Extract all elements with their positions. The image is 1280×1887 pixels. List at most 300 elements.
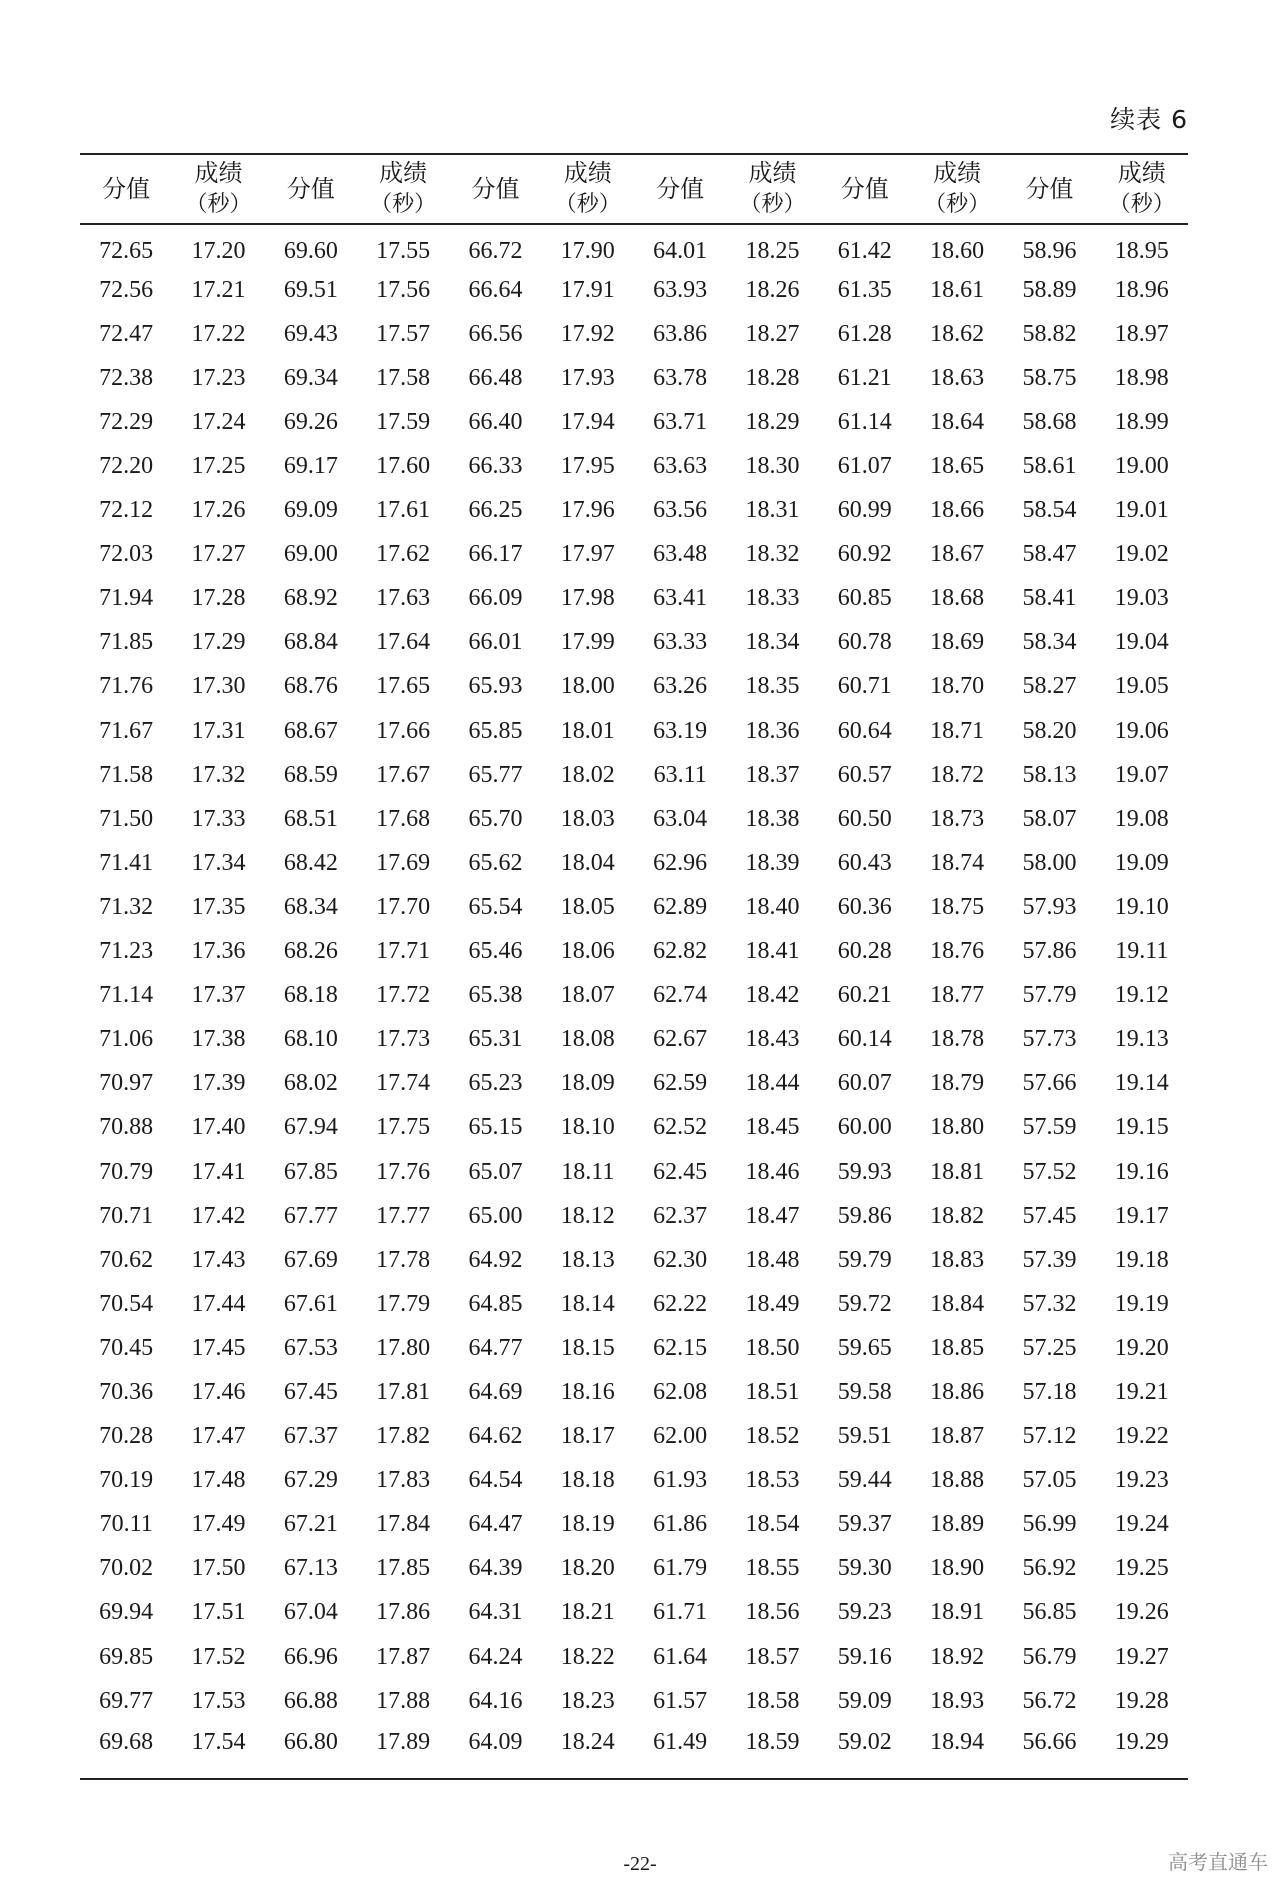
score-cell: 71.58 [99,761,154,788]
result-cell: 19.26 [1114,1599,1169,1626]
result-cell: 19.05 [1114,673,1169,700]
watermark: 高考直通车 [1168,1850,1268,1874]
score-cell: 57.32 [1022,1290,1077,1317]
result-cell: 18.89 [930,1511,985,1538]
table-row [80,356,1188,400]
page-number: -22- [623,1853,657,1875]
result-cell: 18.68 [930,585,985,612]
result-cell: 18.21 [560,1599,615,1626]
score-cell: 72.12 [99,497,154,524]
table-row [80,224,1188,268]
score-cell: 65.07 [468,1158,523,1185]
score-cell: 59.86 [837,1202,892,1229]
result-cell: 19.10 [1114,893,1169,920]
score-cell: 57.45 [1022,1202,1077,1229]
score-cell: 57.18 [1022,1378,1077,1405]
result-cell: 18.15 [560,1334,615,1361]
result-cell: 18.39 [745,849,800,876]
score-cell: 63.78 [653,364,708,391]
score-cell: 68.26 [283,938,338,965]
result-cell: 18.01 [560,717,615,744]
result-cell: 18.56 [745,1599,800,1626]
result-cell: 17.76 [376,1158,431,1185]
score-cell: 61.28 [837,320,892,347]
score-table [80,153,1188,1767]
result-cell: 17.91 [560,276,615,303]
result-cell: 17.27 [191,541,246,568]
score-cell: 63.56 [653,497,708,524]
result-cell: 18.25 [745,238,800,265]
score-cell: 60.71 [837,673,892,700]
score-cell: 66.09 [468,585,523,612]
score-cell: 65.77 [468,761,523,788]
score-cell: 68.67 [283,717,338,744]
score-cell: 62.15 [653,1334,708,1361]
result-cell: 18.08 [560,1026,615,1053]
score-cell: 70.71 [99,1202,154,1229]
result-cell: 18.75 [930,893,985,920]
score-cell: 61.93 [653,1467,708,1494]
result-cell: 18.41 [745,938,800,965]
score-cell: 61.35 [837,276,892,303]
score-cell: 64.85 [468,1290,523,1317]
score-cell: 59.72 [837,1290,892,1317]
score-cell: 62.96 [653,849,708,876]
result-header: 成绩 （秒） [1096,154,1188,224]
result-cell: 17.87 [376,1643,431,1670]
table-row [80,753,1188,797]
result-cell: 17.23 [191,364,246,391]
score-cell: 72.20 [99,453,154,480]
score-cell: 67.45 [283,1378,338,1405]
result-cell: 19.07 [1114,761,1169,788]
score-cell: 61.42 [837,238,892,265]
result-cell: 17.68 [376,805,431,832]
table-row [80,797,1188,841]
score-cell: 65.70 [468,805,523,832]
score-cell: 66.40 [468,408,523,435]
result-cell: 18.69 [930,629,985,656]
score-cell: 63.26 [653,673,708,700]
score-cell: 72.47 [99,320,154,347]
result-unit: （秒） [185,192,252,217]
result-cell: 17.46 [191,1378,246,1405]
result-cell: 17.75 [376,1114,431,1141]
score-cell: 65.46 [468,938,523,965]
result-cell: 19.25 [1114,1555,1169,1582]
result-cell: 18.61 [930,276,985,303]
score-cell: 68.84 [283,629,338,656]
score-header: 分值 [471,175,520,203]
score-cell: 69.77 [99,1687,154,1714]
result-cell: 17.32 [191,761,246,788]
result-cell: 18.12 [560,1202,615,1229]
result-cell: 18.44 [745,1070,800,1097]
score-cell: 61.21 [837,364,892,391]
table-row [80,1415,1188,1459]
result-cell: 18.98 [1114,364,1169,391]
score-cell: 68.18 [283,982,338,1009]
score-cell: 59.02 [837,1728,892,1755]
score-cell: 65.00 [468,1202,523,1229]
result-cell: 18.71 [930,717,985,744]
score-header: 分值 [1025,175,1074,203]
score-cell: 71.85 [99,629,154,656]
result-cell: 18.22 [560,1643,615,1670]
result-cell: 18.88 [930,1467,985,1494]
result-cell: 18.05 [560,893,615,920]
score-cell: 56.92 [1022,1555,1077,1582]
result-cell: 17.24 [191,408,246,435]
score-cell: 64.47 [468,1511,523,1538]
result-cell: 17.92 [560,320,615,347]
result-cell: 18.47 [745,1202,800,1229]
result-cell: 17.72 [376,982,431,1009]
result-cell: 17.22 [191,320,246,347]
result-cell: 17.33 [191,805,246,832]
result-cell: 18.80 [930,1114,985,1141]
result-cell: 18.27 [745,320,800,347]
score-cell: 61.86 [653,1511,708,1538]
result-cell: 17.52 [191,1643,246,1670]
result-cell: 17.35 [191,893,246,920]
result-cell: 18.86 [930,1378,985,1405]
result-cell: 17.83 [376,1467,431,1494]
result-cell: 17.44 [191,1290,246,1317]
score-cell: 57.05 [1022,1467,1077,1494]
score-cell: 60.99 [837,497,892,524]
result-cell: 18.18 [560,1467,615,1494]
result-cell: 17.78 [376,1246,431,1273]
result-cell: 18.33 [745,585,800,612]
score-cell: 64.01 [653,238,708,265]
score-cell: 65.62 [468,849,523,876]
result-cell: 17.36 [191,938,246,965]
score-cell: 57.79 [1022,982,1077,1009]
result-cell: 19.17 [1114,1202,1169,1229]
result-unit: （秒） [554,192,621,217]
score-cell: 60.57 [837,761,892,788]
score-cell: 61.57 [653,1687,708,1714]
score-cell: 63.71 [653,408,708,435]
result-cell: 17.20 [191,238,246,265]
result-cell: 18.36 [745,717,800,744]
result-cell: 18.42 [745,982,800,1009]
score-cell: 70.28 [99,1423,154,1450]
result-cell: 17.98 [560,585,615,612]
table-row [80,533,1188,577]
score-cell: 69.26 [283,408,338,435]
result-unit: （秒） [739,192,806,217]
result-cell: 18.35 [745,673,800,700]
score-cell: 71.94 [99,585,154,612]
score-cell: 71.32 [99,893,154,920]
result-cell: 18.07 [560,982,615,1009]
result-cell: 19.06 [1114,717,1169,744]
result-cell: 18.95 [1114,238,1169,265]
result-cell: 17.88 [376,1687,431,1714]
score-cell: 65.31 [468,1026,523,1053]
score-cell: 72.03 [99,541,154,568]
result-cell: 18.82 [930,1202,985,1229]
result-cell: 17.50 [191,1555,246,1582]
score-cell: 59.58 [837,1378,892,1405]
score-cell: 60.00 [837,1114,892,1141]
result-cell: 17.41 [191,1158,246,1185]
result-cell: 18.32 [745,541,800,568]
result-cell: 18.76 [930,938,985,965]
result-cell: 17.61 [376,497,431,524]
score-cell: 67.29 [283,1467,338,1494]
result-cell: 18.23 [560,1687,615,1714]
score-cell: 66.33 [468,453,523,480]
result-header: 成绩 （秒） [542,154,634,224]
result-cell: 19.15 [1114,1114,1169,1141]
result-cell: 17.38 [191,1026,246,1053]
result-cell: 19.08 [1114,805,1169,832]
table-row [80,841,1188,885]
result-cell: 17.60 [376,453,431,480]
table-row [80,885,1188,929]
score-cell: 72.29 [99,408,154,435]
result-cell: 17.57 [376,320,431,347]
score-cell: 72.56 [99,276,154,303]
score-cell: 68.10 [283,1026,338,1053]
score-cell: 65.93 [468,673,523,700]
score-cell: 67.04 [283,1599,338,1626]
result-cell: 18.51 [745,1378,800,1405]
score-cell: 61.64 [653,1643,708,1670]
score-cell: 57.66 [1022,1070,1077,1097]
score-cell: 64.09 [468,1728,523,1755]
result-cell: 17.62 [376,541,431,568]
result-cell: 18.06 [560,938,615,965]
score-cell: 65.85 [468,717,523,744]
score-cell: 62.59 [653,1070,708,1097]
result-cell: 19.13 [1114,1026,1169,1053]
result-header: 成绩 （秒） [726,154,818,224]
result-cell: 17.90 [560,238,615,265]
table-row [80,1062,1188,1106]
result-cell: 18.30 [745,453,800,480]
score-cell: 70.97 [99,1070,154,1097]
result-cell: 18.28 [745,364,800,391]
score-cell: 66.80 [283,1728,338,1755]
result-cell: 18.63 [930,364,985,391]
score-cell: 61.71 [653,1599,708,1626]
result-cell: 18.00 [560,673,615,700]
result-cell: 17.70 [376,893,431,920]
result-cell: 18.31 [745,497,800,524]
score-cell: 67.85 [283,1158,338,1185]
score-cell: 66.48 [468,364,523,391]
result-cell: 19.14 [1114,1070,1169,1097]
score-cell: 56.79 [1022,1643,1077,1670]
result-cell: 17.94 [560,408,615,435]
table-row [80,400,1188,444]
score-cell: 58.61 [1022,453,1077,480]
score-cell: 61.07 [837,453,892,480]
table-row [80,1503,1188,1547]
score-cell: 70.79 [99,1158,154,1185]
result-cell: 19.11 [1115,938,1169,965]
score-cell: 58.07 [1022,805,1077,832]
score-cell: 60.92 [837,541,892,568]
table-row [80,577,1188,621]
result-cell: 18.90 [930,1555,985,1582]
score-cell: 69.43 [283,320,338,347]
result-cell: 18.40 [745,893,800,920]
table-body [80,224,1188,1767]
score-cell: 59.93 [837,1158,892,1185]
result-cell: 18.48 [745,1246,800,1273]
result-cell: 17.25 [191,453,246,480]
result-cell: 18.55 [745,1555,800,1582]
result-cell: 18.24 [560,1728,615,1755]
result-cell: 19.24 [1114,1511,1169,1538]
result-cell: 17.79 [376,1290,431,1317]
score-cell: 63.41 [653,585,708,612]
score-cell: 63.19 [653,717,708,744]
result-cell: 18.87 [930,1423,985,1450]
table-caption: 续表 6 [1110,105,1188,134]
result-cell: 18.84 [930,1290,985,1317]
score-cell: 67.69 [283,1246,338,1273]
score-cell: 62.52 [653,1114,708,1141]
score-cell: 58.47 [1022,541,1077,568]
score-cell: 60.21 [837,982,892,1009]
result-cell: 18.17 [560,1423,615,1450]
result-cell: 18.58 [745,1687,800,1714]
score-header: 分值 [656,175,705,203]
result-cell: 17.67 [376,761,431,788]
result-cell: 18.43 [745,1026,800,1053]
score-cell: 58.82 [1022,320,1077,347]
score-cell: 57.73 [1022,1026,1077,1053]
result-cell: 18.67 [930,541,985,568]
result-cell: 17.26 [191,497,246,524]
score-cell: 63.86 [653,320,708,347]
result-cell: 17.64 [376,629,431,656]
table-row [80,1194,1188,1238]
score-cell: 58.75 [1022,364,1077,391]
score-cell: 57.86 [1022,938,1077,965]
score-cell: 70.45 [99,1334,154,1361]
table-row [80,1459,1188,1503]
result-cell: 17.30 [191,673,246,700]
result-cell: 17.96 [560,497,615,524]
result-cell: 18.70 [930,673,985,700]
result-cell: 17.80 [376,1334,431,1361]
result-unit: （秒） [924,192,991,217]
score-cell: 62.74 [653,982,708,1009]
result-cell: 18.03 [560,805,615,832]
result-cell: 17.43 [191,1246,246,1273]
score-cell: 61.79 [653,1555,708,1582]
score-cell: 70.62 [99,1246,154,1273]
score-cell: 60.14 [837,1026,892,1053]
score-cell: 60.85 [837,585,892,612]
table-row [80,1723,1188,1767]
result-cell: 18.60 [930,238,985,265]
result-cell: 18.54 [745,1511,800,1538]
result-cell: 17.34 [191,849,246,876]
result-unit: （秒） [1108,192,1175,217]
result-cell: 18.72 [930,761,985,788]
score-cell: 56.72 [1022,1687,1077,1714]
score-cell: 64.24 [468,1643,523,1670]
result-cell: 19.23 [1114,1467,1169,1494]
result-cell: 17.81 [376,1378,431,1405]
score-cell: 66.88 [283,1687,338,1714]
table-row [80,709,1188,753]
result-cell: 18.04 [560,849,615,876]
score-cell: 70.02 [99,1555,154,1582]
score-cell: 71.76 [99,673,154,700]
table-row [80,1238,1188,1282]
score-cell: 71.67 [99,717,154,744]
score-cell: 64.31 [468,1599,523,1626]
score-cell: 67.61 [283,1290,338,1317]
score-cell: 62.89 [653,893,708,920]
score-cell: 67.94 [283,1114,338,1141]
score-cell: 69.51 [283,276,338,303]
score-cell: 58.13 [1022,761,1077,788]
score-cell: 69.34 [283,364,338,391]
result-cell: 17.47 [191,1423,246,1450]
result-cell: 17.53 [191,1687,246,1714]
score-cell: 64.69 [468,1378,523,1405]
result-cell: 17.82 [376,1423,431,1450]
table-row [80,1635,1188,1679]
score-cell: 64.39 [468,1555,523,1582]
score-cell: 56.85 [1022,1599,1077,1626]
score-cell: 67.37 [283,1423,338,1450]
result-cell: 17.39 [191,1070,246,1097]
result-header: 成绩 （秒） [357,154,449,224]
table-row [80,444,1188,488]
score-cell: 59.44 [837,1467,892,1494]
score-cell: 59.23 [837,1599,892,1626]
score-cell: 57.25 [1022,1334,1077,1361]
score-cell: 63.11 [653,761,707,788]
score-cell: 59.30 [837,1555,892,1582]
result-cell: 17.77 [376,1202,431,1229]
result-cell: 18.14 [560,1290,615,1317]
result-cell: 17.97 [560,541,615,568]
result-header: 成绩 （秒） [172,154,264,224]
result-cell: 18.93 [930,1687,985,1714]
score-cell: 70.88 [99,1114,154,1141]
score-cell: 68.34 [283,893,338,920]
score-cell: 63.33 [653,629,708,656]
score-cell: 65.23 [468,1070,523,1097]
header-row [80,154,1188,224]
result-cell: 18.11 [561,1158,615,1185]
score-cell: 66.25 [468,497,523,524]
result-cell: 18.99 [1114,408,1169,435]
table-header [80,154,1188,224]
score-cell: 57.93 [1022,893,1077,920]
score-cell: 64.62 [468,1423,523,1450]
score-cell: 72.65 [99,238,154,265]
score-cell: 62.22 [653,1290,708,1317]
result-cell: 18.74 [930,849,985,876]
result-cell: 17.45 [191,1334,246,1361]
result-cell: 17.89 [376,1728,431,1755]
result-cell: 17.73 [376,1026,431,1053]
score-cell: 68.92 [283,585,338,612]
